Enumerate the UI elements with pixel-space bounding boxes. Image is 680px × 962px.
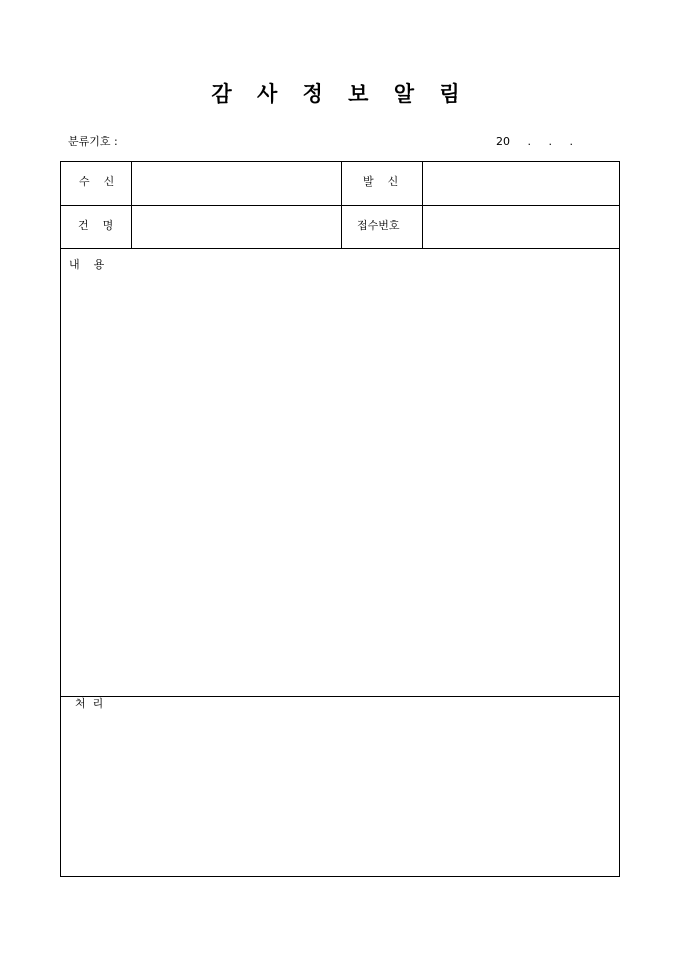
processing-area[interactable] [61, 714, 619, 874]
classification-code-label: 분류기호 : [68, 135, 118, 148]
receipt-number-label: 접수번호 [357, 219, 400, 232]
audit-info-form [60, 161, 620, 877]
recipient-label: 수 신 [79, 175, 115, 188]
date-line: 20 . . . [496, 135, 573, 148]
content-area[interactable] [61, 274, 619, 694]
receipt-number-field[interactable] [423, 206, 619, 248]
processing-label: 처 리 [75, 697, 104, 710]
subject-label: 건 명 [78, 219, 114, 232]
row-divider-3 [61, 696, 619, 697]
row-divider-2 [61, 248, 619, 249]
document-title: 감 사 정 보 알 림 [211, 81, 469, 106]
col-divider-2 [341, 162, 342, 248]
recipient-field[interactable] [132, 162, 341, 205]
subject-field[interactable] [132, 206, 341, 248]
content-label: 내 용 [69, 258, 105, 271]
sender-label: 발 신 [363, 175, 399, 188]
sender-field[interactable] [423, 162, 619, 205]
